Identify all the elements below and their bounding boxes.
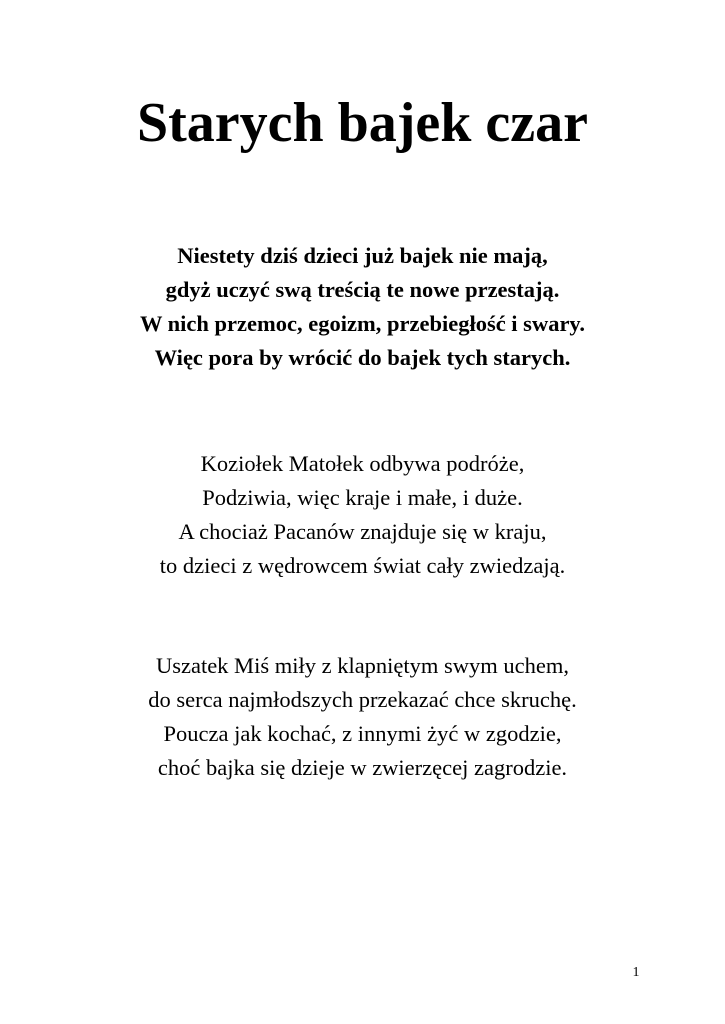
stanza-line: Niestety dziś dzieci już bajek nie mają, bbox=[177, 243, 548, 268]
stanza-line: W nich przemoc, egoizm, przebiegłość i swary. bbox=[139, 311, 586, 336]
stanza-line: Uszatek Miś miły z klapniętym swym uchem, bbox=[155, 653, 570, 678]
stanza-line: Podziwia, więc kraje i małe, i duże. bbox=[202, 485, 523, 510]
stanza-line: Więc pora by wrócić do bajek tych starych. bbox=[154, 345, 571, 370]
stanza-line: Koziołek Matołek odbywa podróże, bbox=[200, 451, 525, 476]
stanza-line: choć bajka się dzieje w zwierzęcej zagrodzie. bbox=[157, 755, 568, 780]
stanza-line: to dzieci z wędrowcem świat cały zwiedzają. bbox=[159, 553, 566, 578]
stanza-line: gdyż uczyć swą treścią te nowe przestają. bbox=[165, 277, 560, 302]
stanza-line: Poucza jak kochać, z innymi żyć w zgodzie, bbox=[163, 721, 562, 746]
stanza-2 bbox=[0, 447, 725, 583]
stanza-line: A chociaż Pacanów znajduje się w kraju, bbox=[178, 519, 547, 544]
stanza-1 bbox=[0, 239, 725, 375]
poem-title: Starych bajek czar bbox=[136, 92, 588, 154]
page-number: 1 bbox=[632, 965, 640, 980]
stanza-line: do serca najmłodszych przekazać chce skruchę. bbox=[148, 687, 577, 712]
stanza-3 bbox=[0, 649, 725, 785]
